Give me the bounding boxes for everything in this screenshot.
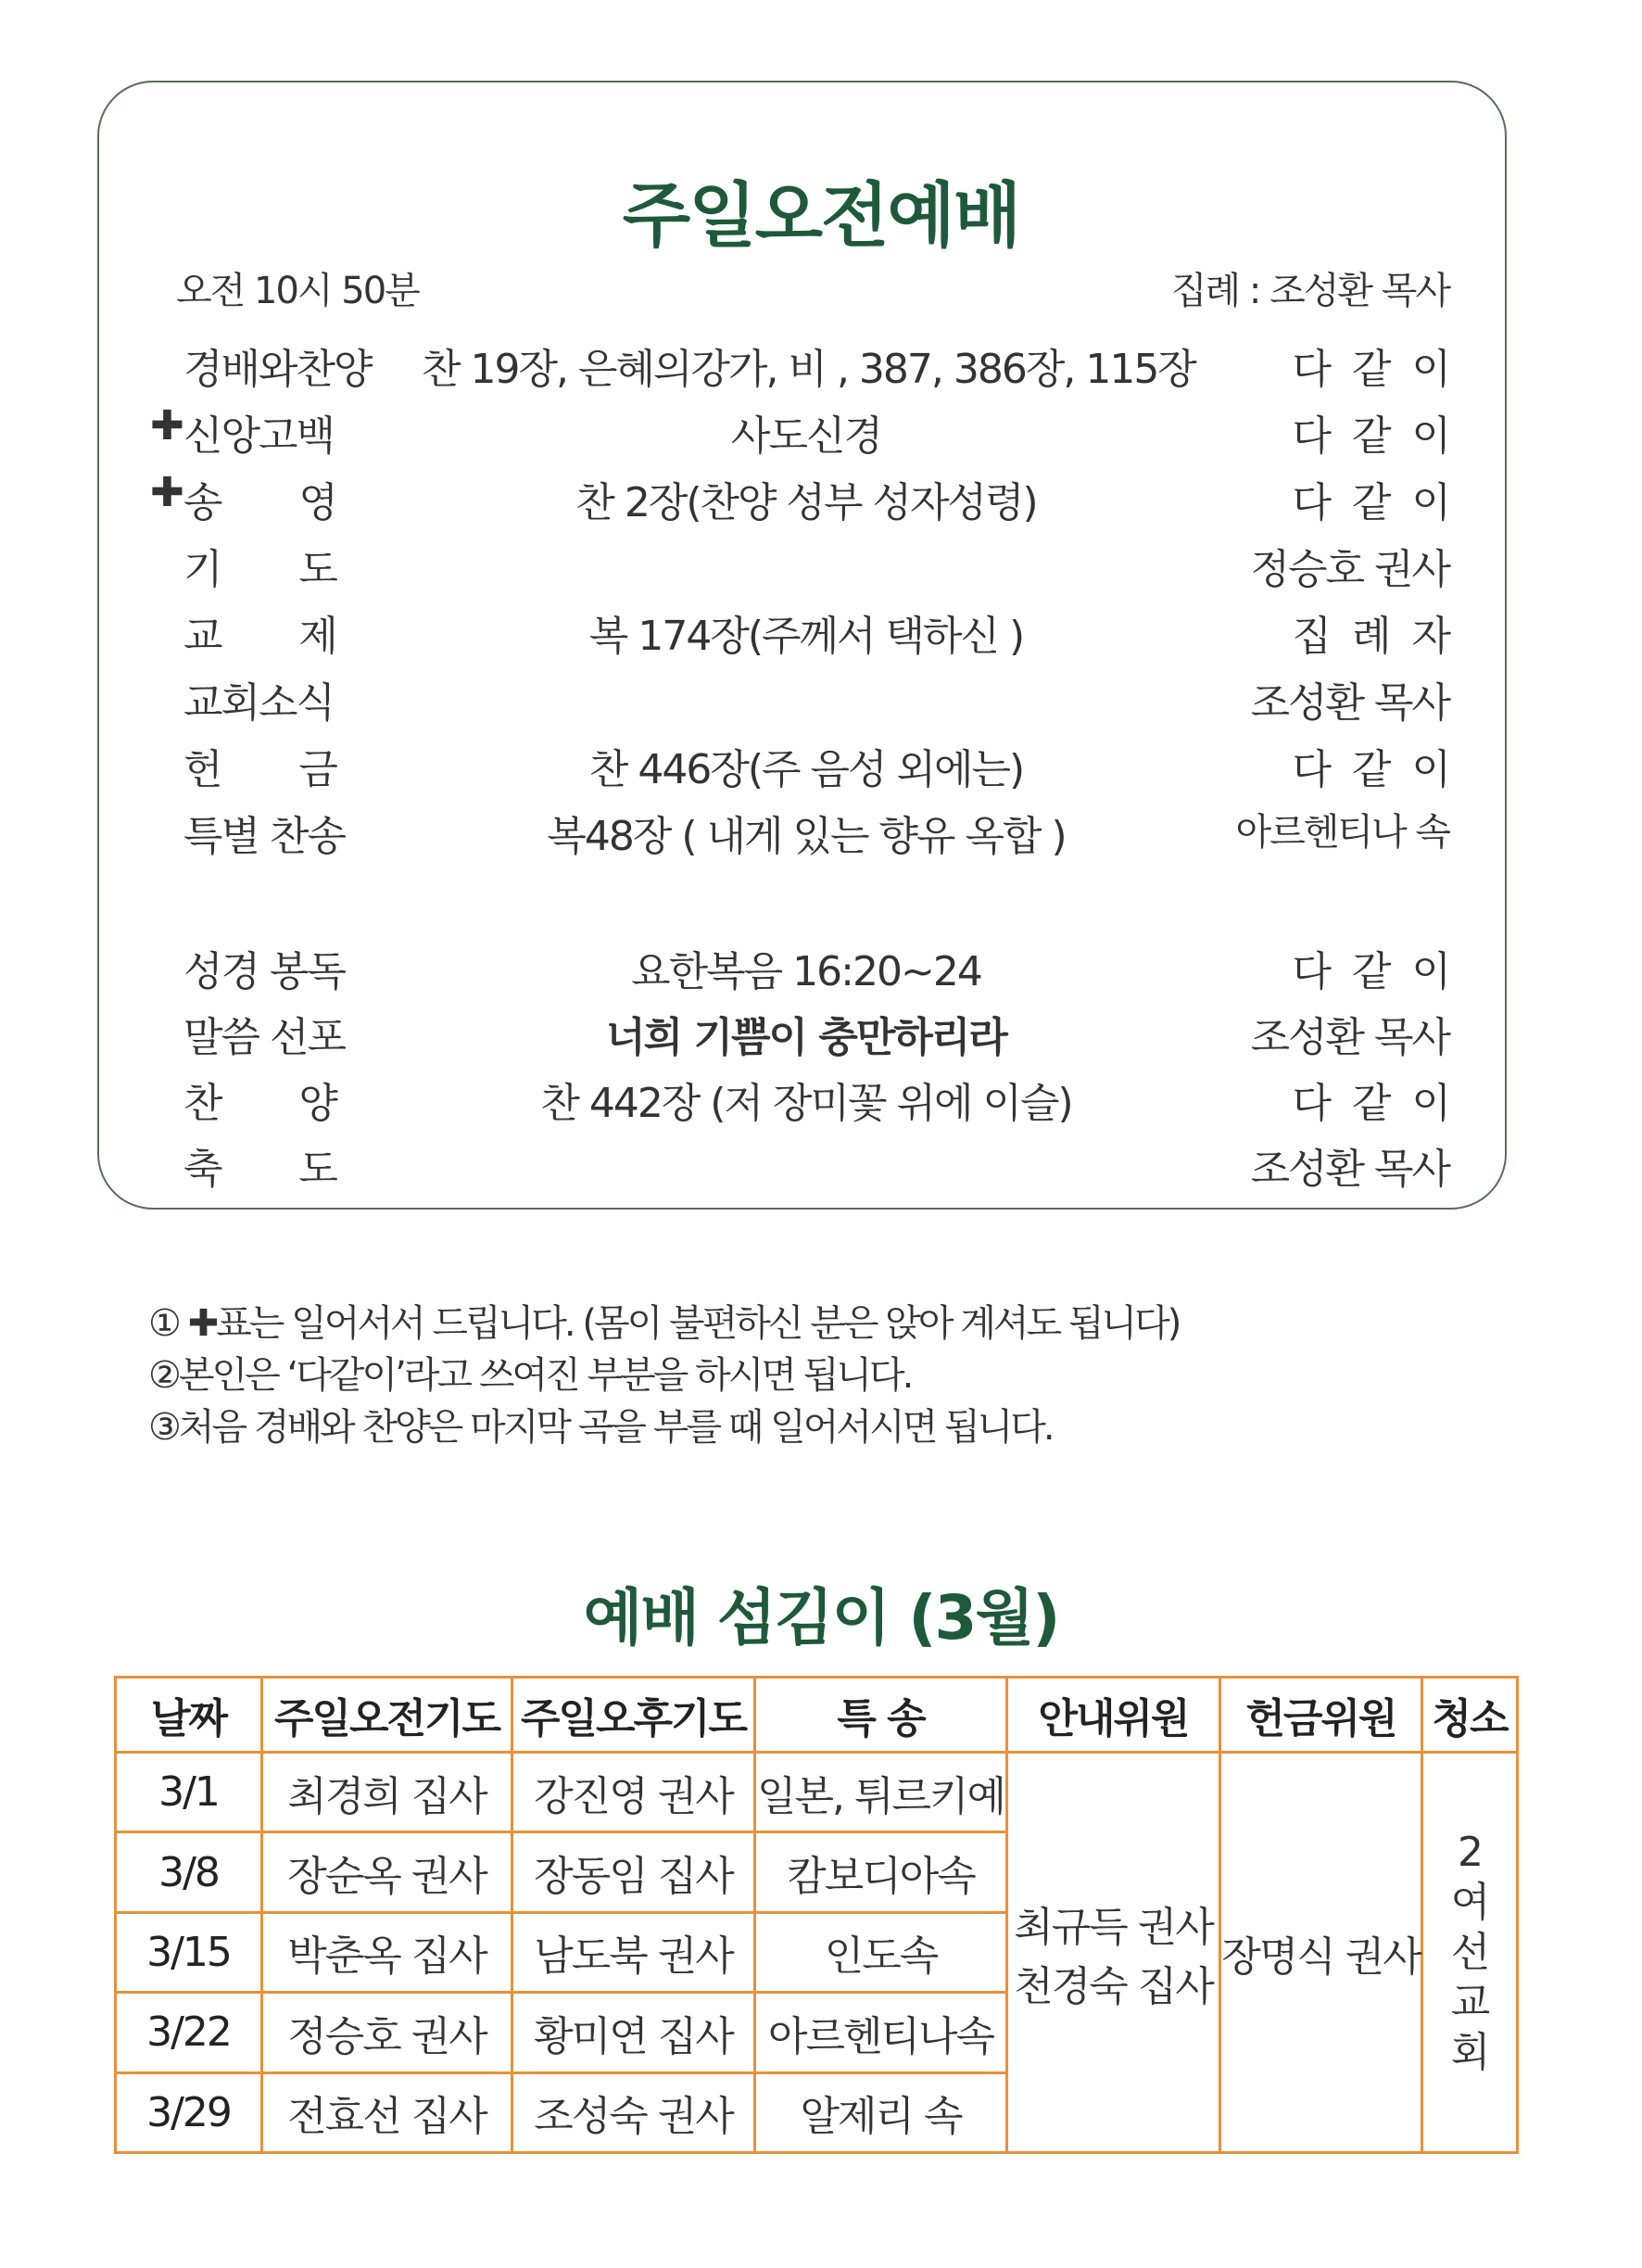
order-row — [0, 469, 1642, 534]
order-row — [0, 803, 1642, 868]
order-row — [0, 1135, 1642, 1200]
duty-title: 예배 섬김이 (3월) — [583, 1582, 1059, 1653]
order-row — [0, 336, 1642, 400]
order-label: 성경 봉독 — [183, 948, 346, 995]
cell-am-prayer: 최경희 집사 — [262, 1753, 512, 1832]
note-line: ②본인은 ‘다같이’라고 쓰여진 부분을 하시면 됩니다. — [148, 1354, 912, 1397]
order-row — [0, 1004, 1642, 1069]
header-special: 특 송 — [755, 1678, 1007, 1753]
order-label: 축 도 — [183, 1146, 336, 1193]
order-person: 조성환 목사 — [1250, 1146, 1449, 1193]
table-header-row — [116, 1678, 1518, 1753]
cross-icon: ✚ — [150, 469, 183, 516]
note-line: ① ✚표는 일어서서 드립니다. (몸이 불편하신 분은 앉아 계셔도 됩니다) — [148, 1302, 1180, 1345]
service-time: 오전 10시 50분 — [176, 270, 419, 312]
order-content: 요한복음 16:20~24 — [631, 948, 981, 995]
order-label: 신앙고백 — [183, 412, 335, 460]
header-date: 날짜 — [116, 1678, 262, 1753]
cell-date: 3/8 — [116, 1832, 262, 1912]
order-label: 특별 찬송 — [183, 813, 346, 860]
order-label: 경배와찬양 — [183, 346, 372, 393]
header-cleaning: 청소 — [1422, 1678, 1518, 1753]
order-row — [0, 602, 1642, 667]
order-content: 찬 2장(찬양 성부 성자성령) — [575, 479, 1037, 526]
cell-date: 3/1 — [116, 1753, 262, 1832]
order-person: 집 례 자 — [1292, 613, 1449, 660]
cell-special: 인도속 — [755, 1912, 1007, 1992]
note-line: ③처음 경배와 찬양은 마지막 곡을 부를 때 일어서시면 됩니다. — [148, 1406, 1053, 1449]
table-row — [116, 1753, 1518, 1832]
order-row — [0, 1070, 1642, 1134]
order-person: 정승호 권사 — [1250, 546, 1449, 593]
header-pm-prayer: 주일오후기도 — [512, 1678, 755, 1753]
cell-am-prayer: 박춘옥 집사 — [262, 1912, 512, 1992]
header-am-prayer: 주일오전기도 — [262, 1678, 512, 1753]
order-person: 다 같 이 — [1292, 746, 1449, 793]
service-title: 주일오전예배 — [622, 174, 1020, 257]
cell-date: 3/22 — [116, 1993, 262, 2072]
order-person: 다 같 이 — [1292, 412, 1449, 460]
cleaning-char: 선 — [1450, 1928, 1489, 1976]
cross-icon: ✚ — [150, 402, 183, 450]
cell-cleaning — [1422, 1753, 1518, 2153]
cell-am-prayer: 장순옥 권사 — [262, 1832, 512, 1912]
order-label: 찬 양 — [183, 1080, 336, 1127]
cell-pm-prayer: 강진영 권사 — [512, 1753, 755, 1832]
cleaning-char: 교 — [1450, 1978, 1489, 2026]
cell-special: 일본, 튀르키예 — [755, 1753, 1007, 1832]
order-person: 다 같 이 — [1292, 1080, 1449, 1127]
order-person: 조성환 목사 — [1250, 679, 1449, 727]
order-row — [0, 938, 1642, 1003]
cell-pm-prayer: 조성숙 권사 — [512, 2072, 755, 2152]
cell-am-prayer: 전효선 집사 — [262, 2072, 512, 2152]
cleaning-char: 2 — [1458, 1828, 1482, 1876]
duty-table — [114, 1676, 1519, 2154]
order-row — [0, 536, 1642, 601]
cell-date: 3/29 — [116, 2072, 262, 2152]
cell-ushers — [1007, 1753, 1220, 2153]
order-content: 찬 442장 (저 장미꽃 위에 이슬) — [540, 1080, 1072, 1127]
order-label: 교 제 — [183, 613, 336, 660]
order-content: 복 174장(주께서 택하신 ) — [588, 613, 1024, 660]
cell-special: 캄보디아속 — [755, 1832, 1007, 1912]
cell-special: 알제리 속 — [755, 2072, 1007, 2152]
header-ushers: 안내위원 — [1007, 1678, 1220, 1753]
cleaning-char: 회 — [1450, 2028, 1489, 2076]
cleaning-char: 여 — [1450, 1878, 1489, 1926]
order-content: 찬 19장, 은혜의강가, 비 , 387, 386장, 115장 — [422, 346, 1195, 393]
order-content: 복48장 ( 내게 있는 향유 옥합 ) — [547, 813, 1066, 860]
cell-special: 아르헨티나속 — [755, 1993, 1007, 2072]
notes — [148, 1298, 1179, 1453]
order-person: 조성환 목사 — [1250, 1014, 1449, 1061]
order-person: 아르헨티나 속 — [1235, 811, 1449, 854]
cell-pm-prayer: 황미연 집사 — [512, 1993, 755, 2072]
order-row — [0, 402, 1642, 467]
order-label: 헌 금 — [183, 746, 336, 793]
order-person: 다 같 이 — [1292, 346, 1449, 393]
cell-pm-prayer: 남도북 권사 — [512, 1912, 755, 1992]
usher-name: 최규득 권사 — [1014, 1903, 1213, 1951]
header-offering: 헌금위원 — [1220, 1678, 1422, 1753]
order-row — [0, 669, 1642, 734]
cell-pm-prayer: 장동임 집사 — [512, 1832, 755, 1912]
order-label: 교회소식 — [183, 679, 335, 727]
order-label: 기 도 — [183, 546, 336, 593]
order-person: 다 같 이 — [1292, 948, 1449, 995]
usher-name: 천경숙 집사 — [1014, 1962, 1213, 2010]
cell-am-prayer: 정승호 권사 — [262, 1993, 512, 2072]
order-person: 다 같 이 — [1292, 479, 1449, 526]
order-label: 송 영 — [183, 479, 336, 526]
order-content: 사도신경 — [730, 412, 881, 460]
service-leader: 집례 : 조성환 목사 — [1170, 270, 1449, 312]
cell-offering: 장명식 권사 — [1220, 1753, 1422, 2153]
cell-date: 3/15 — [116, 1912, 262, 1992]
sermon-title: 너희 기쁨이 충만하리라 — [606, 1014, 1006, 1061]
order-content: 찬 446장(주 음성 외에는) — [588, 746, 1024, 793]
order-label: 말씀 선포 — [183, 1014, 346, 1061]
order-row — [0, 736, 1642, 801]
